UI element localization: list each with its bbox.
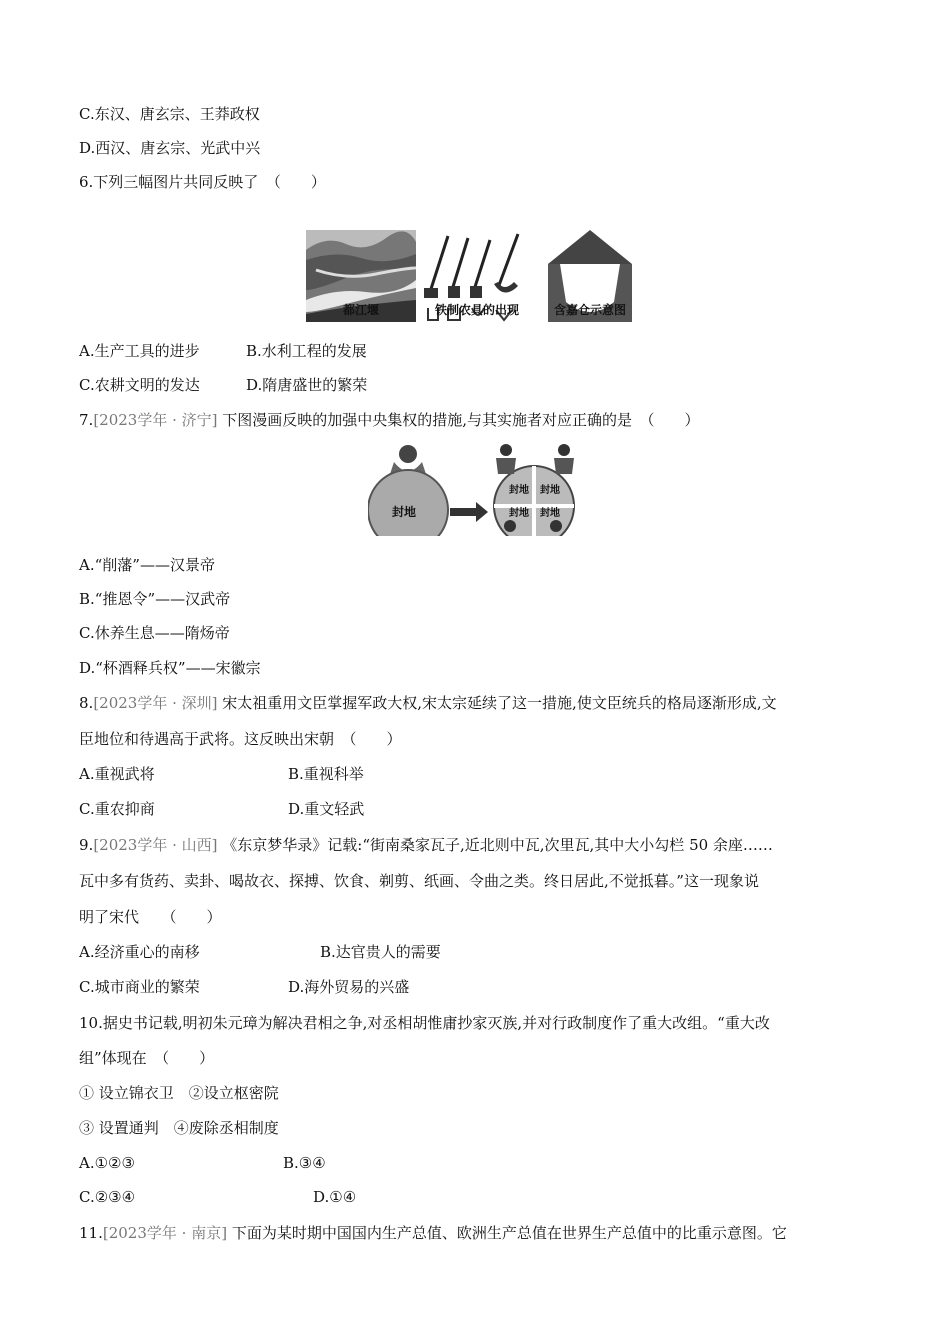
q8-option-d: D.重文轻武 — [288, 800, 365, 818]
q9-stem-3: 明了宋代 （ ） — [79, 908, 222, 926]
q9-number: 9. — [79, 836, 94, 854]
q9-stem-1: 《东京梦华录》记载:“街南桑家瓦子,近北则中瓦,次里瓦,其中大小勾栏 50 余座…… — [222, 836, 773, 854]
comic-left-label: 封地 — [392, 505, 417, 519]
q10-stem-2: 组”体现在 （ ） — [79, 1049, 215, 1067]
q7-option-d: D.“杯酒释兵权”——宋徽宗 — [79, 659, 261, 677]
q9-stem-2: 瓦中多有货药、卖卦、喝故衣、探搏、饮食、剃剪、纸画、令曲之类。终日居此,不觉抵暮。”这一现象说 — [79, 872, 759, 890]
q7-stem-line — [79, 410, 700, 430]
q10-option-b: B.③④ — [283, 1154, 326, 1172]
q10-item-1: ① 设立锦衣卫 ②设立枢密院 — [79, 1084, 279, 1102]
q9-option-b: B.达官贵人的需要 — [320, 943, 441, 961]
q6-option-c: C.农耕文明的发达 — [79, 376, 200, 394]
comic-right-label-3: 封地 — [509, 508, 529, 519]
comic-right-label-1: 封地 — [509, 485, 529, 496]
q7-source-tag: [2023学年 · 济宁] — [93, 411, 218, 429]
q10-option-c: C.②③④ — [79, 1188, 136, 1206]
q7-option-a: A.“削藩”——汉景帝 — [79, 556, 215, 574]
q9-option-d: D.海外贸易的兴盛 — [288, 978, 410, 996]
q8-stem-2: 臣地位和待遇高于武将。这反映出宋朝 （ ） — [79, 730, 402, 748]
q7-option-c: C.休养生息——隋炀帝 — [79, 624, 230, 642]
q11-number: 11. — [79, 1224, 103, 1242]
q11-stem-line — [79, 1223, 787, 1243]
q9-stem-line-1 — [79, 835, 773, 855]
q5-option-c: C.东汉、唐玄宗、王莽政权 — [79, 105, 260, 123]
q8-option-c: C.重农抑商 — [79, 800, 155, 818]
q6-stem: 6.下列三幅图片共同反映了 （ ） — [79, 173, 326, 191]
q6-option-b: B.水利工程的发展 — [246, 342, 367, 360]
q11-source-tag: [2023学年 · 南京] — [102, 1224, 228, 1242]
caption-granary: 含嘉仓示意图 — [553, 303, 626, 317]
q8-stem-line-1 — [79, 693, 777, 713]
q7-stem: 下图漫画反映的加强中央集权的措施,与其实施者对应正确的是 （ ） — [222, 411, 700, 429]
q6-option-d: D.隋唐盛世的繁荣 — [246, 376, 368, 394]
q6-option-a: A.生产工具的进步 — [79, 342, 200, 360]
q9-source-tag: [2023学年 · 山西] — [93, 836, 218, 854]
comic-right-label-2: 封地 — [540, 485, 560, 496]
q10-option-d: D.①④ — [313, 1188, 357, 1206]
caption-iron-tools: 铁制农具的出现 — [434, 303, 519, 317]
q9-option-c: C.城市商业的繁荣 — [79, 978, 200, 996]
q11-stem: 下面为某时期中国国内生产总值、欧洲生产总值在世界生产总值中的比重示意图。它 — [231, 1224, 787, 1242]
q8-option-a: A.重视武将 — [79, 765, 155, 783]
q5-option-d: D.西汉、唐玄宗、光武中兴 — [79, 139, 261, 157]
q6-figure-group — [306, 200, 636, 320]
q7-option-b: B.“推恩令”——汉武帝 — [79, 590, 231, 608]
q10-option-a: A.①②③ — [79, 1154, 135, 1172]
q9-option-a: A.经济重心的南移 — [79, 943, 200, 961]
q8-source-tag: [2023学年 · 深圳] — [93, 694, 218, 712]
comic-right-label-4: 封地 — [540, 508, 560, 519]
q8-number: 8. — [79, 694, 94, 712]
q10-stem-1: 10.据史书记载,明初朱元璋为解决君相之争,对丞相胡惟庸抄家灭族,并对行政制度作了重大改组。“重大改 — [79, 1014, 770, 1032]
q10-item-2: ③ 设置通判 ④废除丞相制度 — [79, 1119, 279, 1137]
caption-dujiangyan: 都江堰 — [342, 303, 379, 317]
q7-number: 7. — [79, 411, 94, 429]
q8-stem-1: 宋太祖重用文臣掌握军政大权,宋太宗延续了这一措施,使文臣统兵的格局逐渐形成,文 — [222, 694, 777, 712]
q7-comic — [368, 440, 586, 536]
q8-option-b: B.重视科举 — [288, 765, 364, 783]
